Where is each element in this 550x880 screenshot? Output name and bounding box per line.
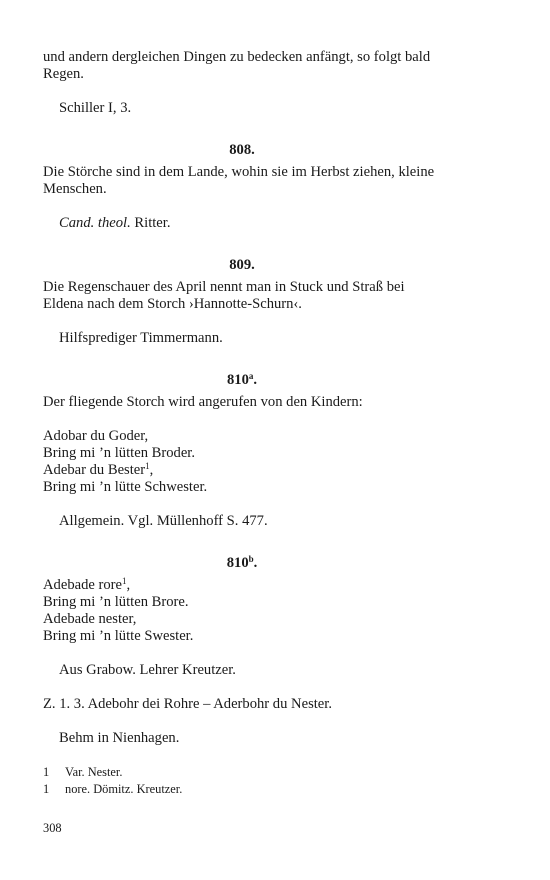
entry-text-808: Die Störche sind in dem Lande, wohin sie im Herbst ziehen, kleine Menschen. xyxy=(43,164,435,197)
source-note-810b: Aus Grabow. Lehrer Kreutzer. xyxy=(59,662,236,678)
footnotes xyxy=(43,764,441,798)
entry-number-sup: a xyxy=(248,371,254,381)
entry-number-810b: 810$^b$. xyxy=(226,554,258,571)
footnote-mark: 1 xyxy=(43,782,50,796)
entry-number-808: 808. xyxy=(229,142,255,158)
verse-line: Bring mi ’n lütten Broder. xyxy=(43,445,196,461)
footnote xyxy=(43,764,441,781)
entry-number-810a: 810$^a$. xyxy=(226,371,258,388)
verse-line: Bring mi ’n lütte Schwester. xyxy=(43,479,208,495)
entry-text-809: Die Regenschauer des April nennt man in Stuck und Straß bei Eldena nach dem Storch ›Hannotte-Schurn‹. xyxy=(43,279,405,312)
verse-line: Adebade rore$^1$, xyxy=(43,576,131,593)
footnote-text: Var. Nester. xyxy=(65,765,123,779)
verse-line: Bring mi ’n lütten Brore. xyxy=(43,594,189,610)
entry-number-809: 809. xyxy=(229,257,255,273)
footnote-text: nore. Dömitz. Kreutzer. xyxy=(65,782,183,796)
source-name: Ritter. xyxy=(130,215,171,231)
verse-810b xyxy=(43,577,441,645)
footnote xyxy=(43,781,441,798)
entry-intro-810a: Der fliegende Storch wird angerufen von den Kindern: xyxy=(43,394,363,410)
source-note: Schiller I, 3. xyxy=(59,100,132,116)
variant-note: Z. 1. 3. Adebohr dei Rohre – Aderbohr du Nester. xyxy=(43,696,332,712)
continuation-paragraph: und andern dergleichen Dingen zu bedecken anfängt, so folgt bald Regen. xyxy=(43,49,431,82)
verse-line: Adebar du Bester$^1$, xyxy=(43,461,154,478)
footnote-mark: 1 xyxy=(43,765,50,779)
source-note-810a: Allgemein. Vgl. Müllenhoff S. 477. xyxy=(59,513,268,529)
verse-line: Adebade nester, xyxy=(43,611,137,627)
page-body xyxy=(43,49,441,798)
entry-number-sup: b xyxy=(248,554,254,564)
variant-source: Behm in Nienhagen. xyxy=(59,730,180,746)
footnote-ref: 1 xyxy=(122,576,127,586)
page-number: 308 xyxy=(43,821,62,835)
source-note-809: Hilfsprediger Timmermann. xyxy=(59,330,223,346)
verse-line: Adobar du Goder, xyxy=(43,428,149,444)
footnote-ref: 1 xyxy=(145,461,150,471)
source-note-808 xyxy=(43,215,441,232)
verse-810a xyxy=(43,428,441,496)
source-title-italic: Cand. theol. xyxy=(59,215,131,231)
verse-line: Bring mi ’n lütte Swester. xyxy=(43,628,194,644)
